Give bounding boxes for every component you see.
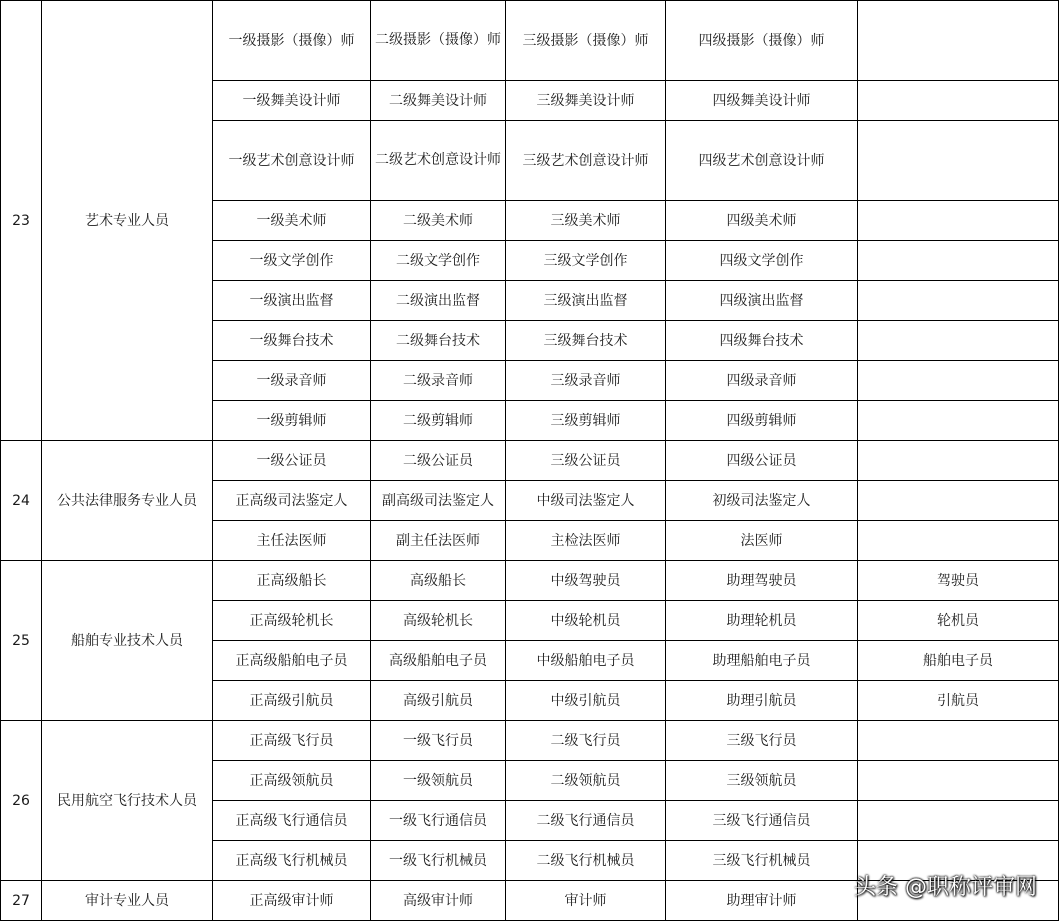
table-row — [1, 1, 1059, 81]
grade-cell: 正高级飞行机械员 — [213, 841, 371, 881]
grade-cell: 二级公证员 — [371, 441, 506, 481]
row-number-cell: 27 — [1, 881, 42, 921]
grade-cell: 中级引航员 — [506, 681, 666, 721]
grade-cell: 四级舞台技术 — [666, 321, 858, 361]
grade-cell: 正高级船长 — [213, 561, 371, 601]
grade-cell: 三级飞行通信员 — [666, 801, 858, 841]
grade-cell: 三级演出监督 — [506, 281, 666, 321]
grade-cell: 三级舞美设计师 — [506, 81, 666, 121]
grade-cell: 三级摄影（摄像）师 — [506, 1, 666, 81]
watermark-text: 头条 @职称评审网 — [854, 875, 1037, 900]
grade-cell: 四级艺术创意设计师 — [666, 121, 858, 201]
grade-cell — [858, 801, 1059, 841]
grade-cell: 高级船长 — [371, 561, 506, 601]
grade-cell: 二级舞美设计师 — [371, 81, 506, 121]
grade-cell: 三级舞台技术 — [506, 321, 666, 361]
grade-cell — [858, 1, 1059, 81]
grade-cell: 正高级轮机长 — [213, 601, 371, 641]
grade-cell: 高级审计师 — [371, 881, 506, 921]
grade-cell: 四级演出监督 — [666, 281, 858, 321]
grade-cell: 二级艺术创意设计师 — [371, 121, 506, 201]
grade-cell: 一级演出监督 — [213, 281, 371, 321]
grade-cell: 正高级引航员 — [213, 681, 371, 721]
grade-cell: 二级美术师 — [371, 201, 506, 241]
grade-cell: 三级艺术创意设计师 — [506, 121, 666, 201]
table-row — [1, 561, 1059, 601]
category-cell: 船舶专业技术人员 — [42, 561, 213, 721]
grade-cell: 四级文学创作 — [666, 241, 858, 281]
grade-cell: 一级摄影（摄像）师 — [213, 1, 371, 81]
row-number-cell: 24 — [1, 441, 42, 561]
grade-cell: 轮机员 — [858, 601, 1059, 641]
grade-cell — [858, 361, 1059, 401]
grade-cell: 主检法医师 — [506, 521, 666, 561]
grade-cell: 一级录音师 — [213, 361, 371, 401]
grade-cell: 二级演出监督 — [371, 281, 506, 321]
grade-cell — [858, 281, 1059, 321]
grade-cell: 三级文学创作 — [506, 241, 666, 281]
grade-cell: 船舶电子员 — [858, 641, 1059, 681]
grade-cell: 高级引航员 — [371, 681, 506, 721]
grade-cell: 助理轮机员 — [666, 601, 858, 641]
grade-cell: 正高级飞行员 — [213, 721, 371, 761]
grade-cell: 审计师 — [506, 881, 666, 921]
grade-cell: 中级司法鉴定人 — [506, 481, 666, 521]
category-cell: 民用航空飞行技术人员 — [42, 721, 213, 881]
grade-cell: 一级舞台技术 — [213, 321, 371, 361]
grade-cell: 正高级司法鉴定人 — [213, 481, 371, 521]
grade-cell: 助理审计师 — [666, 881, 858, 921]
grade-cell: 二级飞行通信员 — [506, 801, 666, 841]
grade-cell: 副主任法医师 — [371, 521, 506, 561]
grade-cell: 二级摄影（摄像）师 — [371, 1, 506, 81]
row-number-cell: 23 — [1, 1, 42, 441]
grade-cell — [858, 201, 1059, 241]
grade-cell — [858, 761, 1059, 801]
grade-cell: 一级舞美设计师 — [213, 81, 371, 121]
grade-cell: 三级公证员 — [506, 441, 666, 481]
grade-cell — [858, 521, 1059, 561]
grade-cell: 中级驾驶员 — [506, 561, 666, 601]
grade-cell: 高级船舶电子员 — [371, 641, 506, 681]
grade-cell: 一级飞行机械员 — [371, 841, 506, 881]
table-row — [1, 441, 1059, 481]
grade-cell: 法医师 — [666, 521, 858, 561]
grade-cell: 初级司法鉴定人 — [666, 481, 858, 521]
grade-cell — [858, 481, 1059, 521]
grade-cell: 助理引航员 — [666, 681, 858, 721]
grade-cell: 三级领航员 — [666, 761, 858, 801]
category-cell: 艺术专业人员 — [42, 1, 213, 441]
grade-cell — [858, 241, 1059, 281]
grade-cell: 二级飞行员 — [506, 721, 666, 761]
grade-cell: 二级飞行机械员 — [506, 841, 666, 881]
grade-cell: 二级领航员 — [506, 761, 666, 801]
grade-cell: 一级美术师 — [213, 201, 371, 241]
grade-cell — [858, 81, 1059, 121]
grade-cell — [858, 441, 1059, 481]
grade-cell: 助理驾驶员 — [666, 561, 858, 601]
grade-cell: 正高级飞行通信员 — [213, 801, 371, 841]
grade-cell: 助理船舶电子员 — [666, 641, 858, 681]
grade-cell: 一级艺术创意设计师 — [213, 121, 371, 201]
grade-cell: 三级飞行机械员 — [666, 841, 858, 881]
grade-cell: 一级飞行通信员 — [371, 801, 506, 841]
grade-cell: 三级美术师 — [506, 201, 666, 241]
row-number-cell: 26 — [1, 721, 42, 881]
grade-cell: 三级录音师 — [506, 361, 666, 401]
grade-cell: 正高级领航员 — [213, 761, 371, 801]
table-body — [1, 1, 1059, 921]
grade-cell: 中级船舶电子员 — [506, 641, 666, 681]
row-number-cell: 25 — [1, 561, 42, 721]
grade-cell: 正高级船舶电子员 — [213, 641, 371, 681]
category-cell: 审计专业人员 — [42, 881, 213, 921]
grade-cell: 一级文学创作 — [213, 241, 371, 281]
grade-cell — [858, 121, 1059, 201]
grade-cell: 四级美术师 — [666, 201, 858, 241]
grade-cell: 四级摄影（摄像）师 — [666, 1, 858, 81]
grade-cell: 三级剪辑师 — [506, 401, 666, 441]
grade-cell: 二级剪辑师 — [371, 401, 506, 441]
grade-cell: 二级舞台技术 — [371, 321, 506, 361]
grade-cell: 四级剪辑师 — [666, 401, 858, 441]
grade-cell: 四级舞美设计师 — [666, 81, 858, 121]
grade-cell: 四级公证员 — [666, 441, 858, 481]
grade-cell: 引航员 — [858, 681, 1059, 721]
grade-cell: 驾驶员 — [858, 561, 1059, 601]
table-row — [1, 721, 1059, 761]
grade-cell: 一级飞行员 — [371, 721, 506, 761]
grade-cell: 二级录音师 — [371, 361, 506, 401]
grade-cell — [858, 401, 1059, 441]
category-cell: 公共法律服务专业人员 — [42, 441, 213, 561]
grade-cell: 中级轮机员 — [506, 601, 666, 641]
grade-cell: 副高级司法鉴定人 — [371, 481, 506, 521]
grade-cell: 二级文学创作 — [371, 241, 506, 281]
grade-cell: 三级飞行员 — [666, 721, 858, 761]
grade-cell: 一级剪辑师 — [213, 401, 371, 441]
grade-cell: 高级轮机长 — [371, 601, 506, 641]
grade-cell: 四级录音师 — [666, 361, 858, 401]
grade-cell: 主任法医师 — [213, 521, 371, 561]
grade-cell — [858, 721, 1059, 761]
grade-cell: 一级领航员 — [371, 761, 506, 801]
grade-cell: 正高级审计师 — [213, 881, 371, 921]
grade-cell: 一级公证员 — [213, 441, 371, 481]
grade-cell — [858, 321, 1059, 361]
